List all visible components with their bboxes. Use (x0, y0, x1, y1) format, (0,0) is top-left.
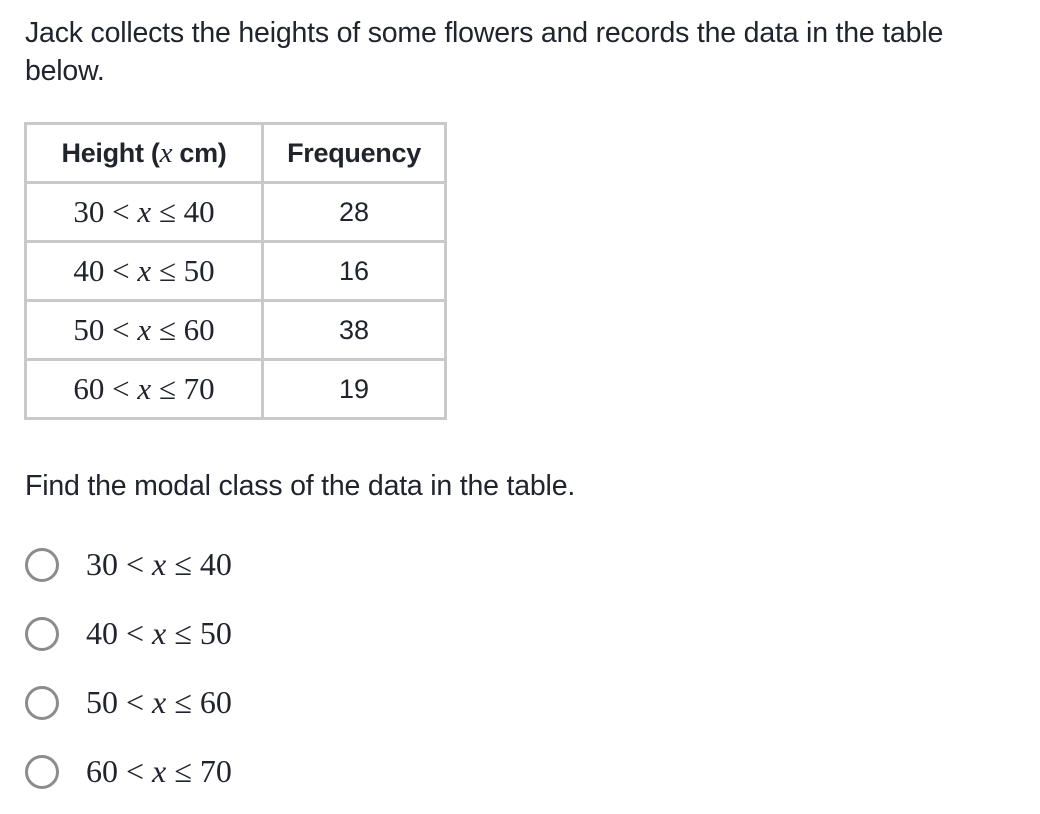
less-equal-symbol: ≤ (174, 684, 192, 720)
choice-option-2[interactable] (25, 599, 232, 668)
class-lower: 40 (73, 253, 105, 288)
radio-button[interactable] (25, 755, 59, 789)
class-upper: 40 (199, 546, 232, 582)
choice-label (86, 753, 232, 790)
less-equal-symbol: ≤ (174, 753, 192, 789)
header-height-var: x (159, 136, 173, 169)
radio-button[interactable] (25, 548, 59, 582)
radio-button[interactable] (25, 686, 59, 720)
class-lower: 30 (86, 546, 118, 582)
table-row (26, 301, 446, 360)
class-variable: x (152, 546, 167, 582)
less-equal-symbol: ≤ (158, 371, 176, 406)
less-equal-symbol: ≤ (158, 312, 176, 347)
less-equal-symbol: ≤ (158, 194, 176, 229)
header-height-suffix: cm) (172, 137, 227, 168)
frequency-table (24, 122, 447, 420)
class-variable: x (137, 253, 152, 288)
class-variable: x (137, 312, 152, 347)
height-class-cell (26, 183, 263, 242)
class-lower: 60 (86, 753, 118, 789)
less-equal-symbol: ≤ (174, 615, 192, 651)
class-variable: x (152, 753, 167, 789)
header-height (26, 124, 263, 183)
table-row (26, 242, 446, 301)
class-variable: x (152, 684, 167, 720)
class-upper: 40 (183, 194, 215, 229)
less-equal-symbol: ≤ (158, 253, 176, 288)
choice-label (86, 684, 232, 721)
class-upper: 70 (199, 753, 232, 789)
less-than-symbol: < (126, 753, 145, 789)
class-variable: x (137, 371, 152, 406)
less-than-symbol: < (112, 253, 130, 288)
class-upper: 60 (183, 312, 215, 347)
intro-text: Jack collects the heights of some flowers and records the data in the table below. (25, 17, 944, 87)
class-upper: 60 (199, 684, 232, 720)
header-height-prefix: Height ( (61, 137, 160, 168)
class-variable: x (152, 615, 167, 651)
less-than-symbol: < (126, 615, 145, 651)
class-upper: 50 (183, 253, 215, 288)
question-text: Find the modal class of the data in the table. (25, 470, 576, 502)
class-upper: 50 (199, 615, 232, 651)
choice-label (86, 546, 232, 583)
class-lower: 40 (86, 615, 118, 651)
less-than-symbol: < (112, 371, 130, 406)
frequency-cell: 38 (263, 301, 446, 360)
class-lower: 50 (86, 684, 118, 720)
height-class-cell (26, 301, 263, 360)
class-lower: 30 (73, 194, 105, 229)
choice-label (86, 615, 232, 652)
class-variable: x (137, 194, 152, 229)
frequency-cell: 16 (263, 242, 446, 301)
table-row (26, 183, 446, 242)
less-than-symbol: < (126, 546, 145, 582)
choice-option-4[interactable] (25, 737, 232, 806)
height-class-cell (26, 360, 263, 419)
table-row (26, 360, 446, 419)
less-than-symbol: < (126, 684, 145, 720)
table-header-row (26, 124, 446, 183)
less-than-symbol: < (112, 312, 130, 347)
less-than-symbol: < (112, 194, 130, 229)
frequency-cell: 28 (263, 183, 446, 242)
class-lower: 50 (73, 312, 105, 347)
height-class-cell (26, 242, 263, 301)
frequency-cell: 19 (263, 360, 446, 419)
header-frequency: Frequency (263, 124, 446, 183)
class-upper: 70 (183, 371, 215, 406)
radio-button[interactable] (25, 617, 59, 651)
choice-option-1[interactable] (25, 530, 232, 599)
class-lower: 60 (73, 371, 105, 406)
less-equal-symbol: ≤ (174, 546, 192, 582)
choice-option-3[interactable] (25, 668, 232, 737)
answer-choices (25, 530, 232, 806)
